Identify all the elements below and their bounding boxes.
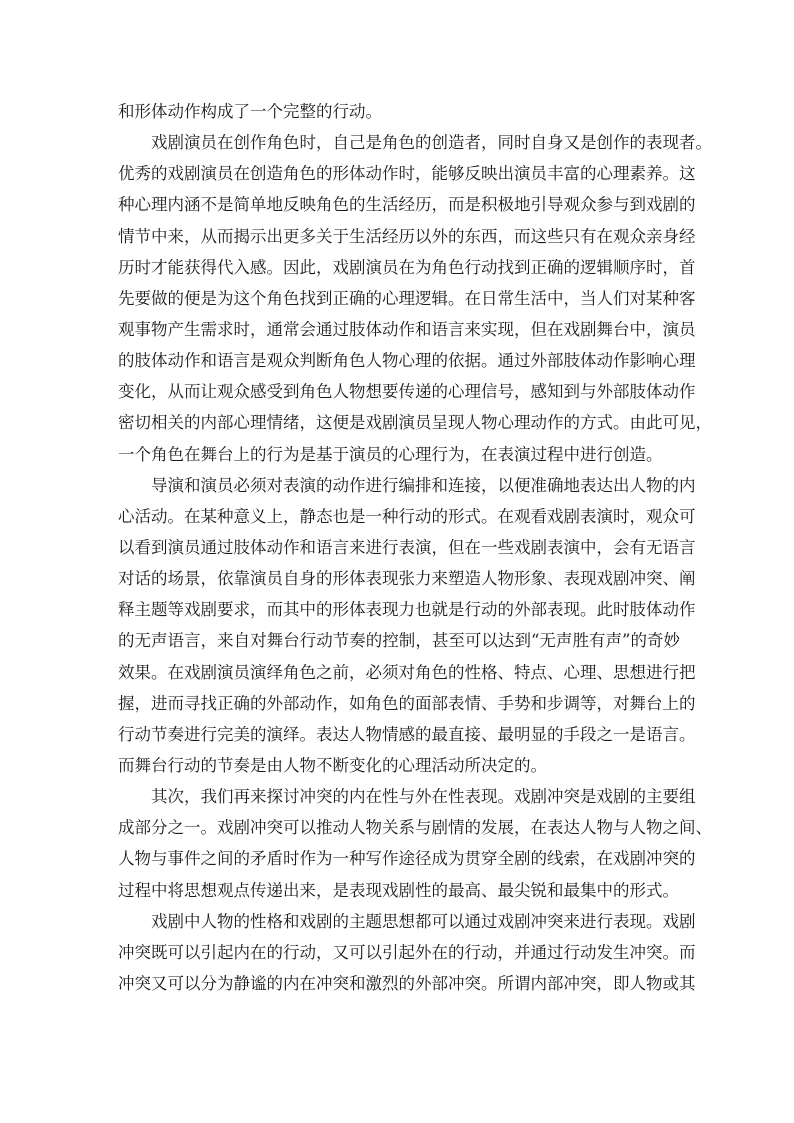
text-line: 效果。在戏剧演员演绎角色之前，必须对角色的性格、特点、心理、思想进行把 xyxy=(118,662,696,682)
text-line: 先要做的便是为这个角色找到正确的心理逻辑。在日常生活中，当人们对某种客 xyxy=(118,288,696,308)
text-line: 和形体动作构成了一个完整的行动。 xyxy=(118,102,382,121)
text-line: 行动节奏进行完美的演绎。表达人物情感的最直接、最明显的手段之一是语言。 xyxy=(118,724,696,744)
text-line: 冲突又可以分为静谧的内在冲突和激烈的外部冲突。所谓内部冲突，即人物或其 xyxy=(118,973,696,993)
text-line: 人物与事件之间的矛盾时作为一种写作途径成为贯穿全剧的线索，在戏剧冲突的 xyxy=(118,849,696,869)
text-line: 心活动。在某种意义上，静态也是一种行动的形式。在观看戏剧表演时，观众可 xyxy=(118,506,696,526)
text-line: 历时才能获得代入感。因此，戏剧演员在为角色行动找到正确的逻辑顺序时，首 xyxy=(118,257,696,277)
text-line: 优秀的戏剧演员在创造角色的形体动作时，能够反映出演员丰富的心理素养。这 xyxy=(118,164,696,184)
text-line: 的无声语言，来自对舞台行动节奏的控制，甚至可以达到“无声胜有声”的奇妙 xyxy=(118,631,680,651)
text-line: 以看到演员通过肢体动作和语言来进行表演，但在一些戏剧表演中，会有无语言 xyxy=(118,537,696,557)
text-line: 戏剧中人物的性格和戏剧的主题思想都可以通过戏剧冲突来进行表现。戏剧 xyxy=(151,911,696,931)
text-line: 种心理内涵不是简单地反映角色的生活经历，而是积极地引导观众参与到戏剧的 xyxy=(118,195,696,215)
text-line: 的肢体动作和语言是观众判断角色人物心理的依据。通过外部肢体动作影响心理 xyxy=(118,351,696,371)
text-line: 释主题等戏剧要求，而其中的形体表现力也就是行动的外部表现。此时肢体动作 xyxy=(118,600,696,620)
text-line: 一个角色在舞台上的行为是基于演员的心理行为，在表演过程中进行创造。 xyxy=(118,444,663,464)
text-line: 对话的场景，依靠演员自身的形体表现张力来塑造人物形象、表现戏剧冲突、阐 xyxy=(118,569,696,589)
text-line: 过程中将思想观点传递出来，是表现戏剧性的最高、最尖锐和最集中的形式。 xyxy=(118,880,679,900)
text-line: 导演和演员必须对表演的动作进行编排和连接，以便准确地表达出人物的内 xyxy=(151,475,696,495)
text-line: 密切相关的内部心理情绪，这便是戏剧演员呈现人物心理动作的方式。由此可见， xyxy=(118,413,712,433)
text-line: 冲突既可以引起内在的行动，又可以引起外在的行动，并通过行动发生冲突。而 xyxy=(118,942,696,962)
body-text xyxy=(118,96,712,999)
text-line: 变化，从而让观众感受到角色人物想要传递的心理信号，感知到与外部肢体动作 xyxy=(118,382,696,402)
text-line: 成部分之一。戏剧冲突可以推动人物关系与剧情的发展，在表达人物与人物之间、 xyxy=(118,818,712,838)
text-line: 观事物产生需求时，通常会通过肢体动作和语言来实现，但在戏剧舞台中，演员 xyxy=(118,319,696,339)
text-line: 其次，我们再来探讨冲突的内在性与外在性表现。戏剧冲突是戏剧的主要组 xyxy=(151,787,696,807)
text-line: 而舞台行动的节奏是由人物不断变化的心理活动所决定的。 xyxy=(118,755,547,775)
text-line: 戏剧演员在创作角色时，自己是角色的创造者，同时自身又是创作的表现者。 xyxy=(151,133,712,153)
text-line: 握，进而寻找正确的外部动作，如角色的面部表情、手势和步调等，对舞台上的 xyxy=(118,693,696,713)
text-line: 情节中来，从而揭示出更多关于生活经历以外的东西，而这些只有在观众亲身经 xyxy=(118,226,696,246)
